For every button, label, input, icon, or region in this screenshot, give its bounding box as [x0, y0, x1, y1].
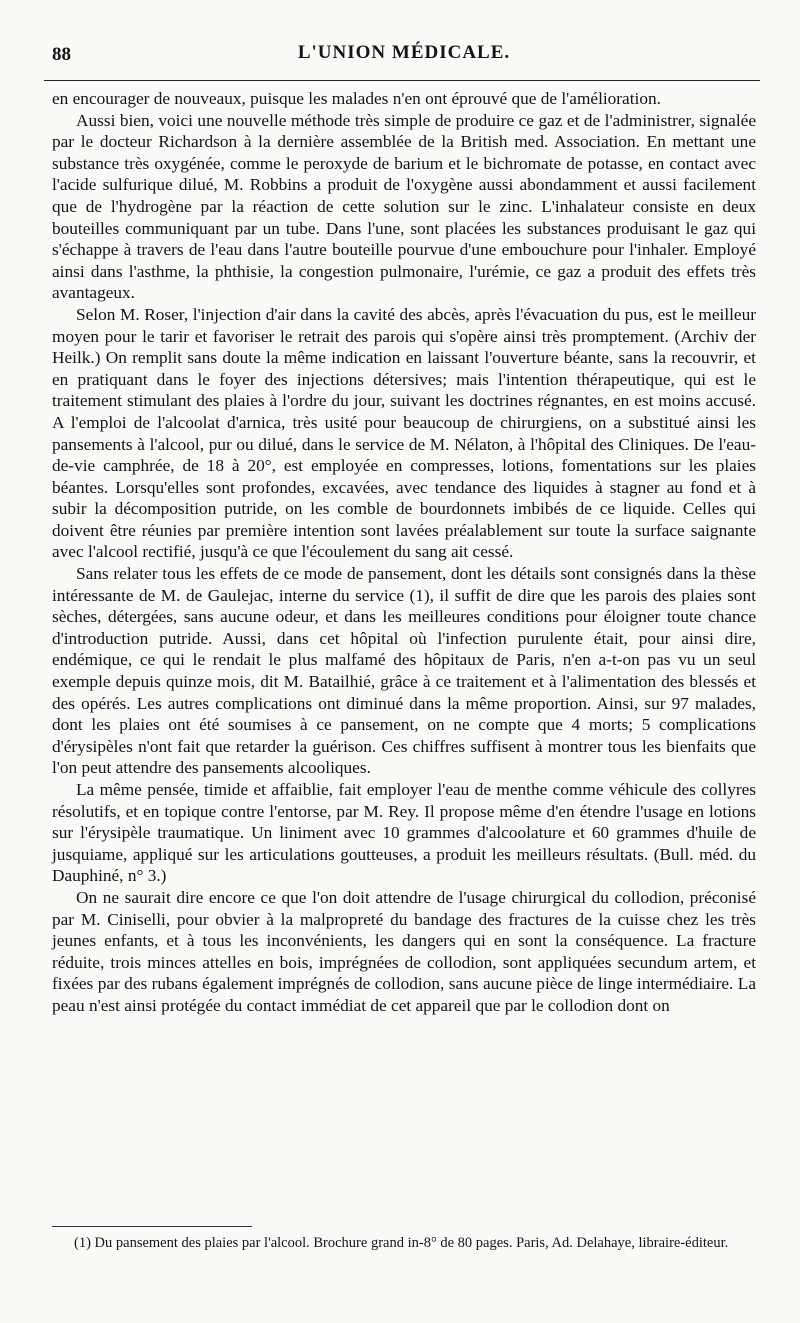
paragraph-2: Aussi bien, voici une nouvelle méthode très simple de produire ce gaz et de l'administrer, signalée par le docteur Richardson à la dernière assemblée de la British med. Association. En mettant une substance très oxygénée, comme le peroxyde de barium et le bichromate de potasse, en contact avec l'acide sulfurique dilué, M. Robbins a produit de l'oxygène aussi abondamment et aussi facilement que de l'hydrogène par la réaction de cette solution sur le zinc. L'inhalateur consiste en deux bouteilles communiquant par un tube. Dans l'une, sont placées les substances produisant le gaz qui s'échappe à travers de l'eau dans l'autre bouteille pourvue d'une embouchure pour l'inhaler. Employé ainsi dans l'asthme, la phthisie, la congestion pulmonaire, l'urémie, ce gaz a produit des effets très avantageux. [52, 110, 756, 303]
paragraph-6: On ne saurait dire encore ce que l'on doit attendre de l'usage chirurgical du collodion, préconisé par M. Ciniselli, pour obvier à la malpropreté du bandage des fractures de la cuisse chez les très jeunes enfants, et à tous les inconvénients, les dangers qui en sont la conséquence. La fracture réduite, trois minces attelles en bois, imprégnées de collodion, sont appliquées secundum artem, et fixées par des rubans également imprégnés de collodion, sans aucune pièce de linge intermédiaire. La peau n'est ainsi protégée du contact immédiat de cet appareil que par le collodion dont on [52, 887, 756, 1015]
paragraph-1: en encourager de nouveaux, puisque les malades n'en ont éprouvé que de l'amélioration. [52, 89, 661, 108]
header-rule [44, 80, 760, 81]
paragraph-3: Selon M. Roser, l'injection d'air dans la cavité des abcès, après l'évacuation du pus, est le meilleur moyen pour le tarir et favoriser le retrait des parois qui s'opère ainsi très promptement. (Archiv der Heilk.) On remplit sans doute la même indication en laissant l'ouverture béante, sans la recouvrir, et en pratiquant dans le foyer des injections détersives; mais l'intention thérapeutique, qui est le traitement stimulant des plaies à l'ordre du jour, suivant les doctrines régnantes, en est moins accusé. A l'emploi de l'alcoolat d'arnica, très usité pour beaucoup de chirurgiens, on a substitué ainsi les pansements à l'alcool, pur ou dilué, dans le service de M. Nélaton, à l'hôpital des Cliniques. De l'eau-de-vie camphrée, de 18 à 20°, est employée en compresses, lotions, fomentations sur les plaies béantes. Lorsqu'elles sont profondes, excavées, avec tendance des liquides à stagner au fond et à subir la décomposition putride, on les comble de bourdonnets imbibés de ce liquide. Celles qui doivent être réunies par première intention sont lavées préalablement sur toute la surface saignante avec l'alcool rectifié, jusqu'à ce que l'écoulement du sang ait cessé. [52, 304, 756, 562]
footnote [52, 1234, 756, 1252]
footnote-rule [52, 1226, 252, 1227]
paragraph-4: Sans relater tous les effets de ce mode de pansement, dont les détails sont consignés dans la thèse intéressante de M. de Gaulejac, interne du service (1), il suffit de dire que les parois des plaies sont sèches, détergées, sans aucune odeur, et dans les meilleures conditions pour éloigner toute chance d'introduction putride. Aussi, dans cet hôpital où l'infection purulente était, pour ainsi dire, endémique, ce qui le rendait le plus malfamé des hôpitaux de Paris, n'en a-t-on pas vu un seul exemple depuis quinze mois, dit M. Batailhié, grâce à ce traitement et à l'alimentation des blessés et des opérés. Les autres complications ont diminué dans la même proportion. Ainsi, sur 97 malades, dont les plaies ont été soumises à ce pansement, on ne compte que 4 morts; 5 complications d'érysipèles n'ont fait que retarder la guérison. Ces chiffres suffisent à montrer tous les bienfaits que l'on peut attendre des pansements alcooliques. [52, 564, 756, 778]
page-header [52, 36, 756, 76]
paragraph-5: La même pensée, timide et affaiblie, fait employer l'eau de menthe comme véhicule des collyres résolutifs, et en topique contre l'entorse, par M. Rey. Il propose même d'en étendre l'usage en lotions sur l'érysipèle traumatique. Un liniment avec 10 grammes d'alcoolature et 60 grammes d'huile de jusquiame, appliqué sur les articulations goutteuses, a produit les meilleurs résultats. (Bull. méd. du Dauphiné, n° 3.) [52, 780, 756, 886]
running-title: L'UNION MÉDICALE. [297, 42, 511, 63]
footnote-text: (1) Du pansement des plaies par l'alcool. Brochure grand in-8° de 80 pages. Paris, Ad. Delahaye, libraire-éditeur. [74, 1235, 729, 1251]
body-text [52, 88, 756, 1017]
page-number: 88 [52, 44, 71, 65]
